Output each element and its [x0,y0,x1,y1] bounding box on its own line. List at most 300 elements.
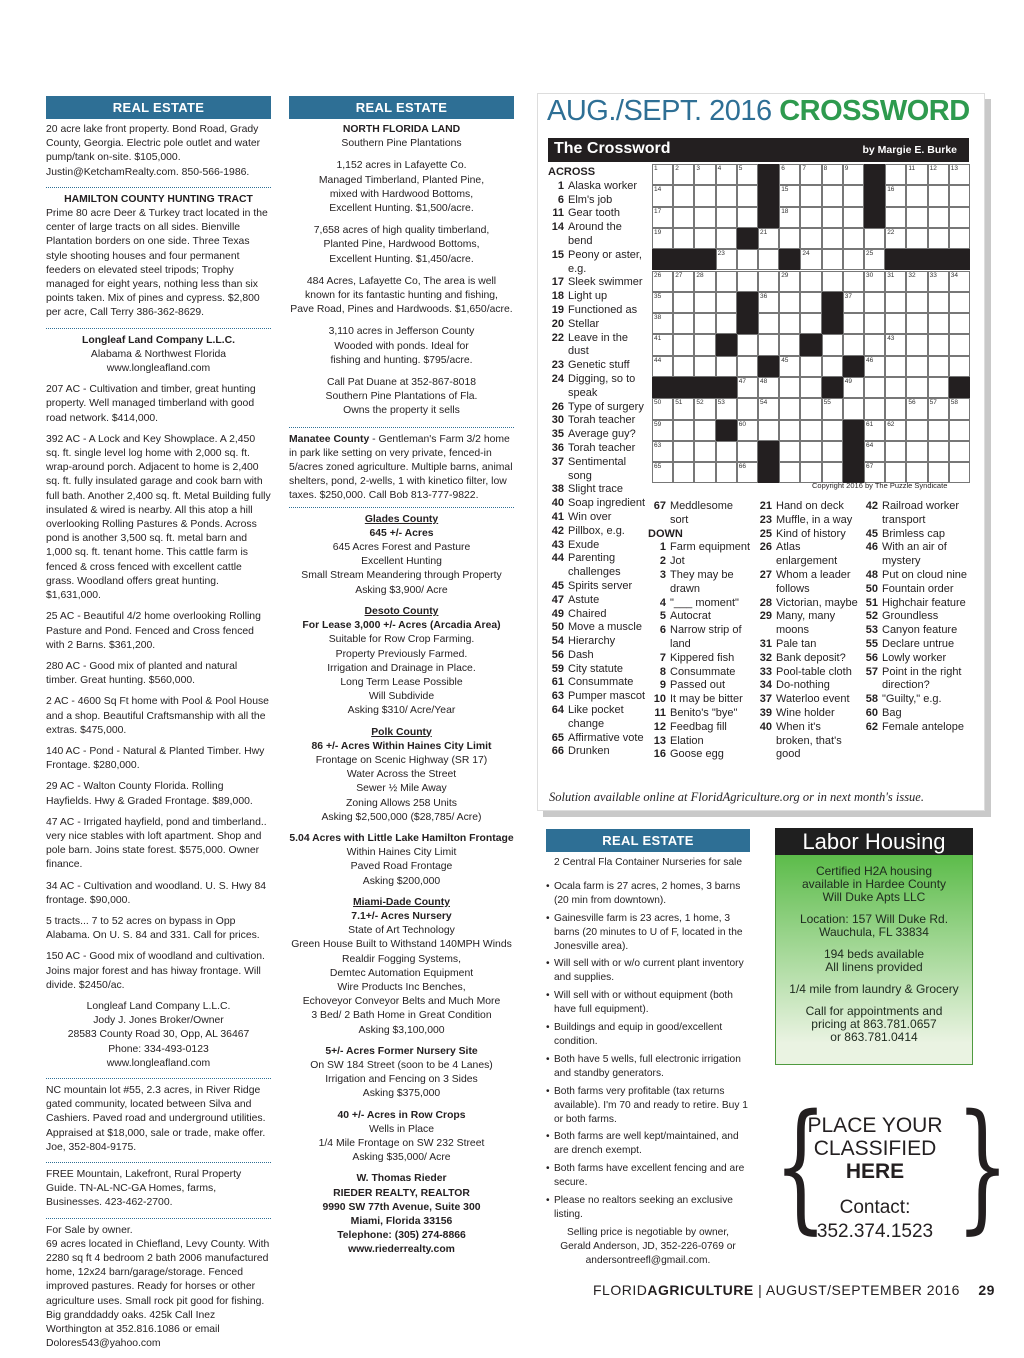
grid-cell[interactable]: 43 [885,334,906,355]
grid-cell[interactable] [906,292,927,313]
classified-ad [46,383,271,426]
grid-cell[interactable]: 28 [694,271,715,292]
ad-text: 29 AC - Walton County Florida. Rolling Hayfields. Hwy & Graded Frontage. $89,000. [46,781,253,807]
clue-text: Autocrat [670,610,711,623]
grid-cell[interactable]: 34 [949,271,970,292]
clue [546,676,648,690]
bullet-item [546,1162,750,1190]
clue [754,679,859,693]
clue [648,569,753,597]
grid-cell[interactable]: 31 [885,271,906,292]
grid-cell[interactable] [800,377,821,398]
grid-cell[interactable]: 63 [652,441,673,462]
grid-cell[interactable]: 57 [928,398,949,419]
grid-block [779,249,800,270]
grid-cell[interactable] [949,441,970,462]
grid-cell[interactable]: 7 [800,164,821,185]
clue-text: Declare untrue [882,637,955,650]
grid-cell[interactable] [949,185,970,206]
grid-cell[interactable]: 3 [694,164,715,185]
grid-cell[interactable] [864,377,885,398]
grid-cell[interactable] [758,271,779,292]
grid-cell[interactable] [800,292,821,313]
grid-cell[interactable] [906,441,927,462]
grid-cell[interactable] [800,313,821,334]
grid-cell[interactable] [779,377,800,398]
grid-cell[interactable]: 53 [716,398,737,419]
grid-cell[interactable] [737,398,758,419]
grid-cell[interactable]: 2 [673,164,694,185]
grid-cell[interactable] [906,207,927,228]
clue [546,276,648,290]
grid-cell[interactable] [673,228,694,249]
listing-line: 3 Bed/ 2 Bath Home in Great Condition [311,1010,492,1022]
listing-line: Irrigation and Drainage in Place. [327,662,476,674]
grid-cell[interactable]: 36 [758,292,779,313]
clue-number: 64 [551,704,564,717]
bullet-text: Both farms very profitable (tax returns available). I'm 70 and ready to retire. Buy 1 or both farms. [554,1085,748,1125]
grid-cell[interactable] [843,185,864,206]
listing-title: 645 +/- Acres [369,527,434,539]
grid-cell[interactable]: 22 [885,228,906,249]
grid-cell[interactable] [949,228,970,249]
grid-cell[interactable] [906,420,927,441]
grid-cell[interactable]: 21 [758,228,779,249]
grid-cell[interactable] [737,441,758,462]
across-clues [546,166,648,759]
grid-cell[interactable] [673,207,694,228]
grid-cell[interactable] [779,441,800,462]
grid-cell[interactable] [779,462,800,483]
grid-cell[interactable] [694,334,715,355]
grid-cell[interactable] [949,420,970,441]
grid-cell[interactable] [673,420,694,441]
nursery-intro: 2 Central Fla Container Nurseries for sale [554,857,742,868]
clue-number: 23 [551,359,564,372]
grid-cell[interactable] [673,441,694,462]
grid-cell[interactable] [758,313,779,334]
labor-info [776,865,972,904]
grid-cell[interactable] [716,271,737,292]
grid-cell[interactable] [906,228,927,249]
grid-cell[interactable] [822,185,843,206]
grid-cell[interactable]: 17 [652,207,673,228]
grid-cell[interactable] [694,207,715,228]
clue-number: 49 [551,607,564,620]
ad-text: FREE Mountain, Lakefront, Rural Property Guide. TN-AL-NC-GA Homes, farms, Businesses. 423-462-2700. [46,1169,242,1209]
grid-cell[interactable]: 44 [652,356,673,377]
ad-title: Longleaf Land Company L.L.C. [82,334,235,346]
grid-cell[interactable] [694,462,715,483]
grid-cell[interactable] [928,313,949,334]
manatee-ad [289,433,514,504]
clue [860,569,968,583]
agent-line: www.riederrealty.com [348,1244,455,1256]
grid-block [716,420,737,441]
grid-cell[interactable]: 66 [737,462,758,483]
grid-cell[interactable] [779,334,800,355]
grid-cell[interactable] [885,441,906,462]
clue [546,290,648,304]
clue-text: Slight trace [568,483,624,496]
grid-cell[interactable] [822,334,843,355]
grid-cell[interactable]: 61 [864,420,885,441]
grid-cell[interactable] [737,207,758,228]
grid-cell[interactable] [822,420,843,441]
grid-cell[interactable]: 13 [949,164,970,185]
grid-block [652,249,673,270]
grid-block [737,228,758,249]
grid-cell[interactable] [673,334,694,355]
grid-cell[interactable] [843,228,864,249]
grid-cell[interactable]: 46 [864,356,885,377]
grid-cell[interactable]: 23 [716,249,737,270]
classified-ad [46,915,271,943]
clue-text: Put on cloud nine [882,568,968,581]
grid-cell[interactable] [906,313,927,334]
grid-cell[interactable] [949,334,970,355]
clue [754,514,859,528]
clue-number: 39 [759,706,772,719]
grid-cell[interactable] [843,207,864,228]
grid-cell[interactable] [800,207,821,228]
grid-cell[interactable] [758,334,779,355]
clue-text: Farm equipment [670,541,751,554]
clue-number: 37 [759,693,772,706]
clue-number: 42 [865,500,878,512]
grid-cell[interactable]: 16 [885,185,906,206]
grid-cell[interactable] [928,292,949,313]
grid-cell[interactable] [906,185,927,206]
grid-cell[interactable] [716,313,737,334]
clue [546,539,648,553]
grid-cell[interactable]: 32 [906,271,927,292]
grid-cell[interactable] [800,420,821,441]
grid-cell[interactable]: 14 [652,185,673,206]
clue [546,332,648,360]
grid-cell[interactable] [716,356,737,377]
clue [546,635,648,649]
grid-cell[interactable]: 60 [737,420,758,441]
grid-cell[interactable] [694,356,715,377]
grid-cell[interactable] [779,292,800,313]
clue-number: 4 [659,596,666,609]
grid-cell[interactable]: 4 [716,164,737,185]
grid-cell[interactable]: 29 [779,271,800,292]
clue-number: 58 [865,693,878,706]
grid-cell[interactable] [928,377,949,398]
grid-cell[interactable] [864,292,885,313]
grid-cell[interactable]: 47 [737,377,758,398]
grid-cell[interactable] [758,249,779,270]
grid-cell[interactable] [906,334,927,355]
classified-phone: 352.374.1523 [816,1221,934,1242]
grid-cell[interactable] [822,228,843,249]
grid-cell[interactable] [928,185,949,206]
closing-line: andersontreefl@gmail.com. [585,1254,711,1266]
grid-cell[interactable]: 15 [779,185,800,206]
grid-cell[interactable] [779,313,800,334]
land-block-line: 484 Acres, Lafayette Co, The area is well [306,275,497,287]
grid-cell[interactable] [716,441,737,462]
grid-cell[interactable] [885,207,906,228]
grid-cell[interactable] [822,207,843,228]
clue [860,528,968,542]
grid-cell[interactable] [694,228,715,249]
grid-cell[interactable] [673,356,694,377]
grid-block [885,249,906,270]
grid-cell[interactable] [800,398,821,419]
land-block-line: Southern Pine Plantations [341,138,462,150]
listing-line: Excellent Hunting [361,556,442,568]
clue-text: Genetic stuff [568,359,630,372]
grid-block [800,334,821,355]
down-header: DOWN [648,527,683,540]
listing-line: On SW 184 Street (soon to be 4 Lanes) [310,1059,493,1071]
grid-cell[interactable] [885,292,906,313]
grid-cell[interactable]: 65 [652,462,673,483]
clue-number: 56 [865,651,878,664]
clue-text: Pillbox, e.g. [568,524,625,537]
bullet-item [546,989,750,1017]
listing-line: Sewer ½ Mile Away [356,783,447,795]
grid-cell[interactable] [843,334,864,355]
clue-number: 26 [759,541,772,554]
grid-cell[interactable] [843,249,864,270]
grid-cell[interactable]: 48 [758,377,779,398]
grid-block [822,292,843,313]
grid-cell[interactable]: 8 [822,164,843,185]
bullet-item [546,957,750,985]
grid-cell[interactable] [716,207,737,228]
grid-cell[interactable] [885,356,906,377]
grid-cell[interactable]: 18 [779,207,800,228]
clue-number: 36 [551,441,564,454]
grid-cell[interactable] [779,228,800,249]
grid-cell[interactable] [949,207,970,228]
grid-cell[interactable]: 11 [906,164,927,185]
grid-cell[interactable]: 59 [652,420,673,441]
clue [860,707,968,721]
grid-cell[interactable] [694,441,715,462]
clue-text: Highchair feature [882,596,966,609]
grid-cell[interactable]: 51 [673,398,694,419]
grid-cell[interactable]: 6 [779,164,800,185]
grid-cell[interactable] [885,164,906,185]
grid-cell[interactable]: 24 [800,249,821,270]
clue [754,707,859,721]
grid-cell[interactable]: 37 [843,292,864,313]
bullet-icon: • [546,1085,550,1097]
grid-cell[interactable] [949,462,970,483]
grid-cell[interactable] [800,356,821,377]
grid-cell[interactable]: 1 [652,164,673,185]
closing-line: Gerald Anderson, JD, 352-226-0769 or [560,1240,736,1252]
grid-cell[interactable] [737,334,758,355]
clue-number: 19 [551,303,564,316]
listing-title: 40 +/- Acres in Row Crops [337,1109,466,1121]
grid-cell[interactable] [928,441,949,462]
grid-cell[interactable] [864,228,885,249]
listing-line: Suitable for Row Crop Farming. [328,634,475,646]
divider [289,507,514,508]
grid-cell[interactable]: 49 [843,377,864,398]
grid-cell[interactable] [843,313,864,334]
listing [289,513,514,598]
labor-info [776,913,972,939]
grid-cell[interactable] [694,313,715,334]
classified-ad [46,1168,271,1211]
listing [289,1109,514,1166]
grid-block [906,249,927,270]
grid-cell[interactable]: 5 [737,164,758,185]
grid-cell[interactable]: 67 [864,462,885,483]
grid-cell[interactable] [906,356,927,377]
grid-cell[interactable] [758,420,779,441]
grid-cell[interactable] [779,398,800,419]
grid-cell[interactable]: 27 [673,271,694,292]
grid-cell[interactable]: 55 [822,398,843,419]
clue-text: Canyon feature [882,624,958,637]
grid-cell[interactable] [716,185,737,206]
grid-cell[interactable] [737,249,758,270]
grid-cell[interactable] [716,228,737,249]
grid-cell[interactable] [673,185,694,206]
ad-text: Prime 80 acre Deer & Turkey tract located in the center of large tracts on all sides. Bienville Plantation borders on one side. Three Texas style shooting houses and four permanent feeders on elevated steel tripods; Trophy managed for eight years, nothing less than six points taken. Mix of pines and cypress. $2,800 per acre, Call Terry 386-362-8629. [46,208,268,319]
grid-cell[interactable]: 58 [949,398,970,419]
grid-cell[interactable]: 9 [843,164,864,185]
bullet-icon: • [546,1022,550,1034]
grid-cell[interactable]: 12 [928,164,949,185]
grid-cell[interactable]: 45 [779,356,800,377]
clue [754,610,859,638]
grid-cell[interactable]: 30 [864,271,885,292]
grid-block [843,356,864,377]
grid-cell[interactable] [949,313,970,334]
clue-text: Goose egg [670,748,724,761]
clue-number: 11 [552,207,564,220]
grid-cell[interactable] [800,185,821,206]
clue [546,249,648,277]
grid-cell[interactable] [737,356,758,377]
grid-cell[interactable] [843,271,864,292]
agent-line: W. Thomas Rieder [356,1173,447,1185]
ad-text: 25 AC - Beautiful 4/2 home overlooking Rolling Pasture and Pond. Fenced and Cross fenced with 2 Barns. $361,200. [46,611,261,651]
grid-cell[interactable]: 38 [652,313,673,334]
grid-block [758,356,779,377]
grid-cell[interactable]: 33 [928,271,949,292]
grid-cell[interactable] [906,377,927,398]
clue [754,597,859,611]
grid-cell[interactable] [716,462,737,483]
clue [546,180,648,194]
grid-cell[interactable] [737,271,758,292]
clue-number: 8 [659,665,666,678]
clue-text: Pool-table cloth [776,665,852,678]
grid-cell[interactable] [885,313,906,334]
grid-cell[interactable] [800,271,821,292]
land-block-line: Southern Pine Plantations of Fla. [325,391,478,403]
classified-ad [46,433,271,603]
grid-cell[interactable] [694,292,715,313]
grid-cell[interactable] [694,185,715,206]
grid-cell[interactable]: 50 [652,398,673,419]
grid-cell[interactable] [928,420,949,441]
clue [860,666,968,694]
clue-text: Parenting challenges [568,552,621,579]
clue-text: Kippered fish [670,651,735,664]
clue [546,621,648,635]
grid-cell[interactable] [885,398,906,419]
land-block [289,224,514,267]
grid-cell[interactable] [716,292,737,313]
grid-cell[interactable] [694,420,715,441]
grid-cell[interactable] [928,356,949,377]
clue-text: Lowly worker [882,651,947,664]
grid-block [694,249,715,270]
grid-block [843,420,864,441]
grid-cell[interactable] [928,334,949,355]
ad-text: 140 AC - Pond - Natural & Planted Timber. Hwy Frontage. $280,000. [46,745,265,772]
grid-cell[interactable] [822,271,843,292]
grid-cell[interactable] [737,185,758,206]
grid-cell[interactable] [864,313,885,334]
grid-cell[interactable] [673,292,694,313]
listing [289,1045,514,1102]
grid-cell[interactable] [885,377,906,398]
grid-cell[interactable] [864,334,885,355]
grid-cell[interactable] [928,207,949,228]
grid-cell[interactable] [843,398,864,419]
grid-cell[interactable]: 19 [652,228,673,249]
divider [46,187,271,188]
across-header: ACROSS [548,166,596,178]
grid-cell[interactable]: 52 [694,398,715,419]
classified-ad [46,123,271,180]
grid-cell[interactable] [949,356,970,377]
grid-cell[interactable]: 64 [864,441,885,462]
grid-cell[interactable] [822,356,843,377]
agent-block [289,1172,514,1257]
bullet-item [546,1194,750,1222]
grid-cell[interactable]: 35 [652,292,673,313]
clue [648,624,753,652]
grid-cell[interactable] [779,420,800,441]
grid-cell[interactable] [800,441,821,462]
grid-cell[interactable]: 56 [906,398,927,419]
grid-cell[interactable] [673,313,694,334]
grid-cell[interactable]: 25 [864,249,885,270]
labor-line: Call for appointments and [805,1004,943,1018]
grid-cell[interactable] [822,441,843,462]
grid-cell[interactable] [800,228,821,249]
grid-cell[interactable] [673,462,694,483]
listing-line: Long Term Lease Possible [340,676,463,688]
grid-cell[interactable] [949,292,970,313]
grid-cell[interactable] [928,228,949,249]
grid-cell[interactable] [864,398,885,419]
grid-cell[interactable] [822,249,843,270]
grid-cell[interactable]: 26 [652,271,673,292]
listing-title: 86 +/- Acres Within Haines City Limit [311,740,492,752]
grid-cell[interactable]: 62 [885,420,906,441]
grid-block [928,249,949,270]
labor-line: Certified H2A housing [815,864,933,878]
grid-cell[interactable]: 41 [652,334,673,355]
clue-text: Light up [568,290,608,303]
classified-ad [46,780,271,808]
grid-cell[interactable]: 54 [758,398,779,419]
